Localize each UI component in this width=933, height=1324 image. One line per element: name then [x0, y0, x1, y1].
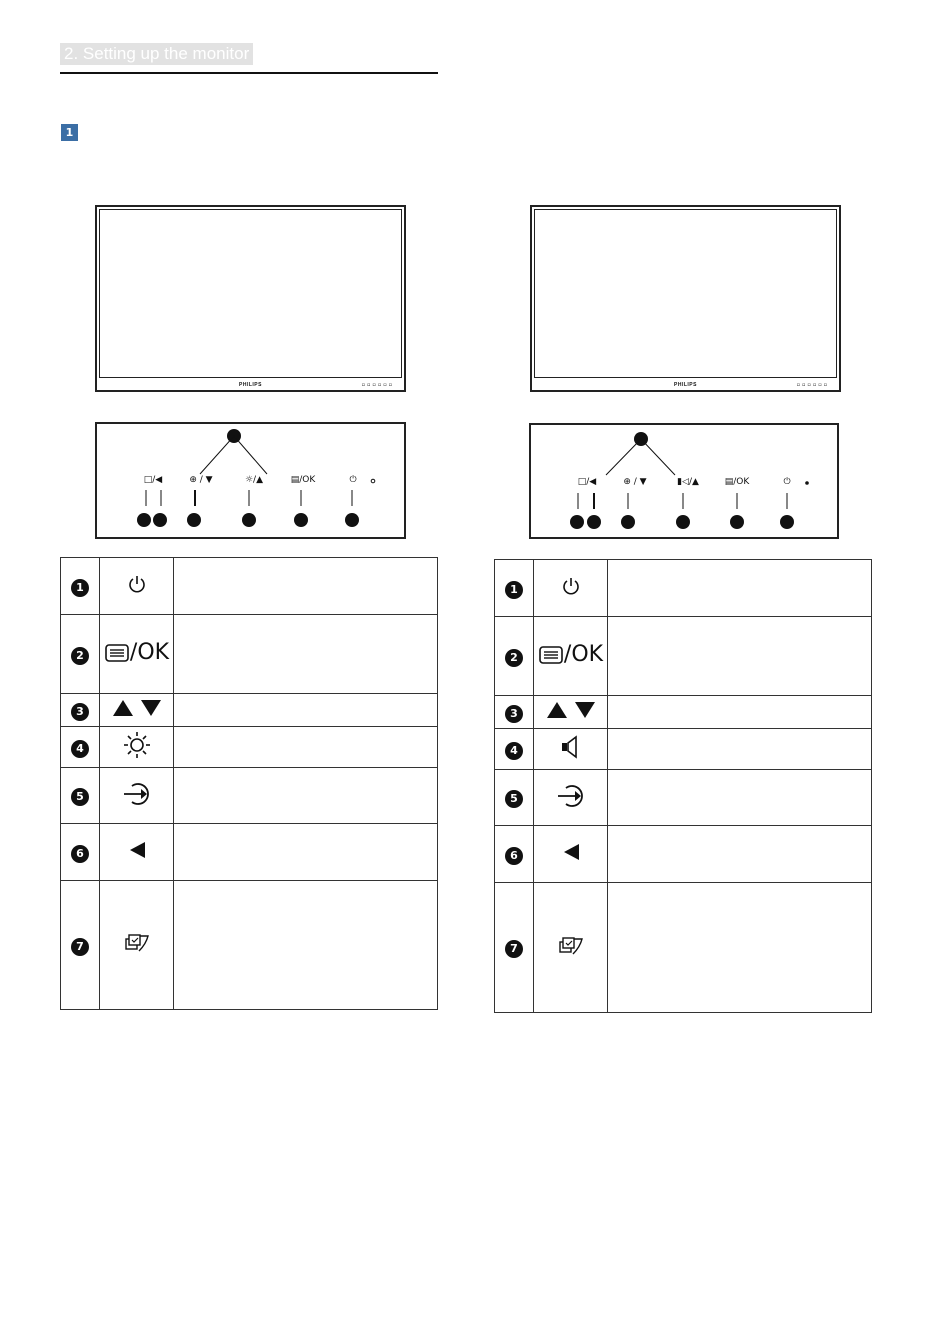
panel-label-power: ⏻	[783, 477, 791, 487]
left-arrow-icon	[561, 842, 581, 862]
table-row	[495, 696, 872, 729]
table-row	[61, 615, 438, 694]
row-number: 5	[505, 790, 523, 808]
panel-label-input-down: ⊕ / ▼	[623, 477, 647, 487]
table-row	[495, 770, 872, 826]
row-number: 3	[505, 705, 523, 723]
row-number: 1	[71, 579, 89, 597]
up-down-arrows-icon	[545, 700, 597, 720]
table-row	[61, 881, 438, 1010]
monitor-front-left	[95, 205, 406, 392]
monitor-front-right	[530, 205, 841, 392]
monitor-buttons: ▫▫▫▫▫▫	[796, 382, 829, 388]
panel-label-brightness-up: ☼/▲	[244, 475, 264, 485]
smartimage-icon	[557, 935, 585, 957]
row-number: 1	[505, 581, 523, 599]
table-row	[495, 560, 872, 617]
ok-label: /OK	[129, 640, 170, 666]
row-number: 4	[71, 740, 89, 758]
monitor-screen	[534, 209, 837, 378]
input-icon	[122, 781, 152, 807]
header-rule	[60, 72, 438, 74]
left-arrow-icon	[127, 840, 147, 860]
speaker-icon	[559, 735, 583, 759]
brand-logo: PHILIPS	[239, 382, 262, 388]
row-number: 5	[71, 788, 89, 806]
ok-label: /OK	[563, 642, 604, 668]
table-row	[61, 727, 438, 768]
row-number: 2	[505, 649, 523, 667]
power-icon	[560, 575, 582, 597]
row-number: 6	[505, 847, 523, 865]
monitor-buttons: ▫▫▫▫▫▫	[361, 382, 394, 388]
page-header: 2. Setting up the monitor	[60, 43, 253, 65]
menu-ok-icon	[104, 640, 169, 665]
smartimage-icon	[123, 932, 151, 954]
power-icon	[126, 573, 148, 595]
control-panel-right	[529, 423, 839, 539]
section-number: 1	[61, 124, 78, 141]
row-number: 6	[71, 845, 89, 863]
table-row	[495, 883, 872, 1013]
up-down-arrows-icon	[111, 698, 163, 718]
row-number: 7	[71, 938, 89, 956]
monitor-screen	[99, 209, 402, 378]
control-panel-left	[95, 422, 406, 539]
row-number: 2	[71, 647, 89, 665]
input-icon	[556, 783, 586, 809]
panel-label-menu-ok: ▤/OK	[724, 477, 750, 487]
button-table-right	[494, 559, 872, 1013]
brightness-icon	[123, 731, 151, 759]
table-row	[61, 694, 438, 727]
panel-label-input-down: ⊕ / ▼	[189, 475, 213, 485]
table-row	[61, 768, 438, 824]
panel-label-power: ⏻	[349, 475, 357, 485]
panel-label-volume-up: ▮◁/▲	[677, 477, 699, 487]
panel-label-smartimage-left: □/◀	[577, 477, 597, 487]
menu-ok-icon	[538, 642, 603, 667]
table-row	[61, 824, 438, 881]
panel-label-menu-ok: ▤/OK	[290, 475, 316, 485]
row-number: 3	[71, 703, 89, 721]
row-number: 4	[505, 742, 523, 760]
panel-label-smartimage-left: □/◀	[143, 475, 163, 485]
button-table-left	[60, 557, 438, 1010]
brand-logo: PHILIPS	[674, 382, 697, 388]
table-row	[495, 826, 872, 883]
row-number: 7	[505, 940, 523, 958]
table-row	[495, 729, 872, 770]
table-row	[61, 558, 438, 615]
table-row	[495, 617, 872, 696]
